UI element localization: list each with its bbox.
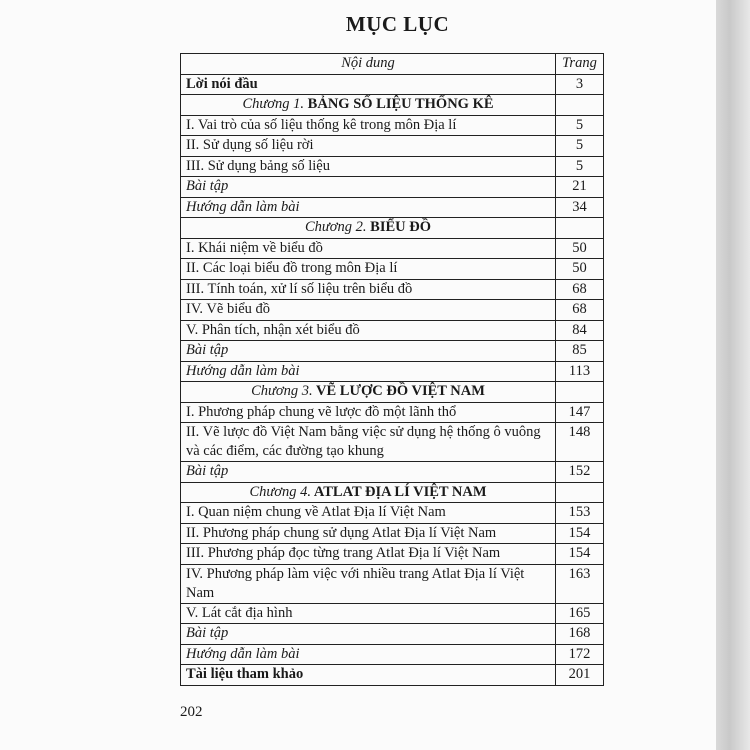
entry-title: Hướng dẫn làm bài: [181, 361, 556, 382]
table-row: [181, 74, 604, 95]
chapter-label: Chương 2.: [304, 219, 367, 235]
entry-title: I. Quan niệm chung về Atlat Địa lí Việt Nam: [181, 503, 556, 524]
entry-page: 85: [556, 341, 604, 362]
chapter-row: [181, 95, 604, 116]
table-of-contents: [180, 53, 604, 686]
table-row: [181, 624, 604, 645]
entry-title: II. Sử dụng số liệu rời: [181, 136, 556, 157]
entry-page: 50: [556, 259, 604, 280]
entry-title: V. Lát cắt địa hình: [181, 603, 556, 624]
entry-title: [181, 482, 556, 503]
scan-edge: [716, 0, 750, 750]
entry-page: 152: [556, 462, 604, 483]
entry-page: [556, 95, 604, 116]
entry-page: [556, 482, 604, 503]
entry-title: [181, 218, 556, 239]
entry-page: 172: [556, 644, 604, 665]
entry-title: IV. Phương pháp làm việc với nhiều trang Atlat Địa lí Việt Nam: [181, 564, 556, 603]
entry-title: V. Phân tích, nhận xét biểu đồ: [181, 320, 556, 341]
table-row: [181, 462, 604, 483]
chapter-row: [181, 382, 604, 403]
page-title: MỤC LỤC: [345, 12, 450, 36]
entry-page: 148: [556, 423, 604, 462]
entry-title: I. Vai trò của số liệu thống kê trong môn Địa lí: [181, 115, 556, 136]
entry-page: 3: [556, 74, 604, 95]
table-row: [181, 341, 604, 362]
entry-page: [556, 382, 604, 403]
entry-page: 153: [556, 503, 604, 524]
table-row: [181, 361, 604, 382]
table-row: [181, 603, 604, 624]
entry-page: 154: [556, 544, 604, 565]
chapter-title: BẢNG SỐ LIỆU THỐNG KÊ: [307, 96, 494, 112]
chapter-title: VẼ LƯỢC ĐỒ VIỆT NAM: [316, 383, 485, 399]
entry-page: 84: [556, 320, 604, 341]
entry-title: I. Khái niệm về biểu đồ: [181, 238, 556, 259]
entry-page: 21: [556, 177, 604, 198]
table-row: [181, 503, 604, 524]
chapter-title: ATLAT ĐỊA LÍ VIỆT NAM: [313, 483, 487, 500]
entry-page: [556, 218, 604, 239]
table-row: [181, 279, 604, 300]
entry-page: 163: [556, 564, 604, 603]
table-row: [181, 320, 604, 341]
entry-page: 68: [556, 300, 604, 321]
chapter-label: Chương 1.: [242, 96, 305, 112]
entry-title: Bài tập: [181, 177, 556, 198]
table-row: [181, 300, 604, 321]
table-row: [181, 402, 604, 423]
table-header-row: [181, 54, 604, 75]
chapter-row: [181, 482, 604, 503]
entry-page: 50: [556, 238, 604, 259]
table-row: [181, 177, 604, 198]
entry-page: 201: [556, 665, 604, 686]
entry-title: Hướng dẫn làm bài: [181, 644, 556, 665]
entry-page: 168: [556, 624, 604, 645]
entry-title: [181, 95, 556, 116]
table-row: [181, 259, 604, 280]
entry-title: II. Vẽ lược đồ Việt Nam bằng việc sử dụng hệ thống ô vuông và các điểm, các đường tạo khung: [181, 423, 556, 462]
entry-title: Bài tập: [181, 341, 556, 362]
header-content: Nội dung: [181, 54, 556, 75]
table-row: [181, 197, 604, 218]
entry-title: III. Tính toán, xử lí số liệu trên biểu đồ: [181, 279, 556, 300]
header-page: Trang: [556, 54, 604, 75]
entry-title: IV. Vẽ biểu đồ: [181, 300, 556, 321]
chapter-title: BIỂU ĐỒ: [370, 219, 432, 235]
entry-page: 5: [556, 156, 604, 177]
entry-title: [181, 382, 556, 403]
chapter-label: Chương 3.: [251, 383, 313, 399]
entry-title: Lời nói đầu: [181, 74, 556, 95]
entry-page: 68: [556, 279, 604, 300]
page-number: 202: [180, 704, 203, 720]
table-row: [181, 523, 604, 544]
table-row: [181, 136, 604, 157]
table-row: [181, 115, 604, 136]
table-row: [181, 544, 604, 565]
table-row: [181, 665, 604, 686]
entry-page: 165: [556, 603, 604, 624]
entry-title: Bài tập: [181, 462, 556, 483]
entry-page: 113: [556, 361, 604, 382]
entry-title: Bài tập: [181, 624, 556, 645]
entry-title: III. Phương pháp đọc từng trang Atlat Địa lí Việt Nam: [181, 544, 556, 565]
entry-title: Tài liệu tham khảo: [181, 665, 556, 686]
chapter-row: [181, 218, 604, 239]
entry-title: Hướng dẫn làm bài: [181, 197, 556, 218]
table-row: [181, 423, 604, 462]
entry-title: I. Phương pháp chung vẽ lược đồ một lãnh thổ: [181, 402, 556, 423]
entry-page: 5: [556, 115, 604, 136]
entry-page: 154: [556, 523, 604, 544]
entry-title: II. Các loại biểu đồ trong môn Địa lí: [181, 259, 556, 280]
table-row: [181, 238, 604, 259]
chapter-label: Chương 4.: [249, 483, 312, 500]
table-row: [181, 564, 604, 603]
table-row: [181, 644, 604, 665]
entry-title: III. Sử dụng bảng số liệu: [181, 156, 556, 177]
table-row: [181, 156, 604, 177]
entry-page: 34: [556, 197, 604, 218]
entry-page: 147: [556, 402, 604, 423]
entry-page: 5: [556, 136, 604, 157]
entry-title: II. Phương pháp chung sử dụng Atlat Địa lí Việt Nam: [181, 523, 556, 544]
